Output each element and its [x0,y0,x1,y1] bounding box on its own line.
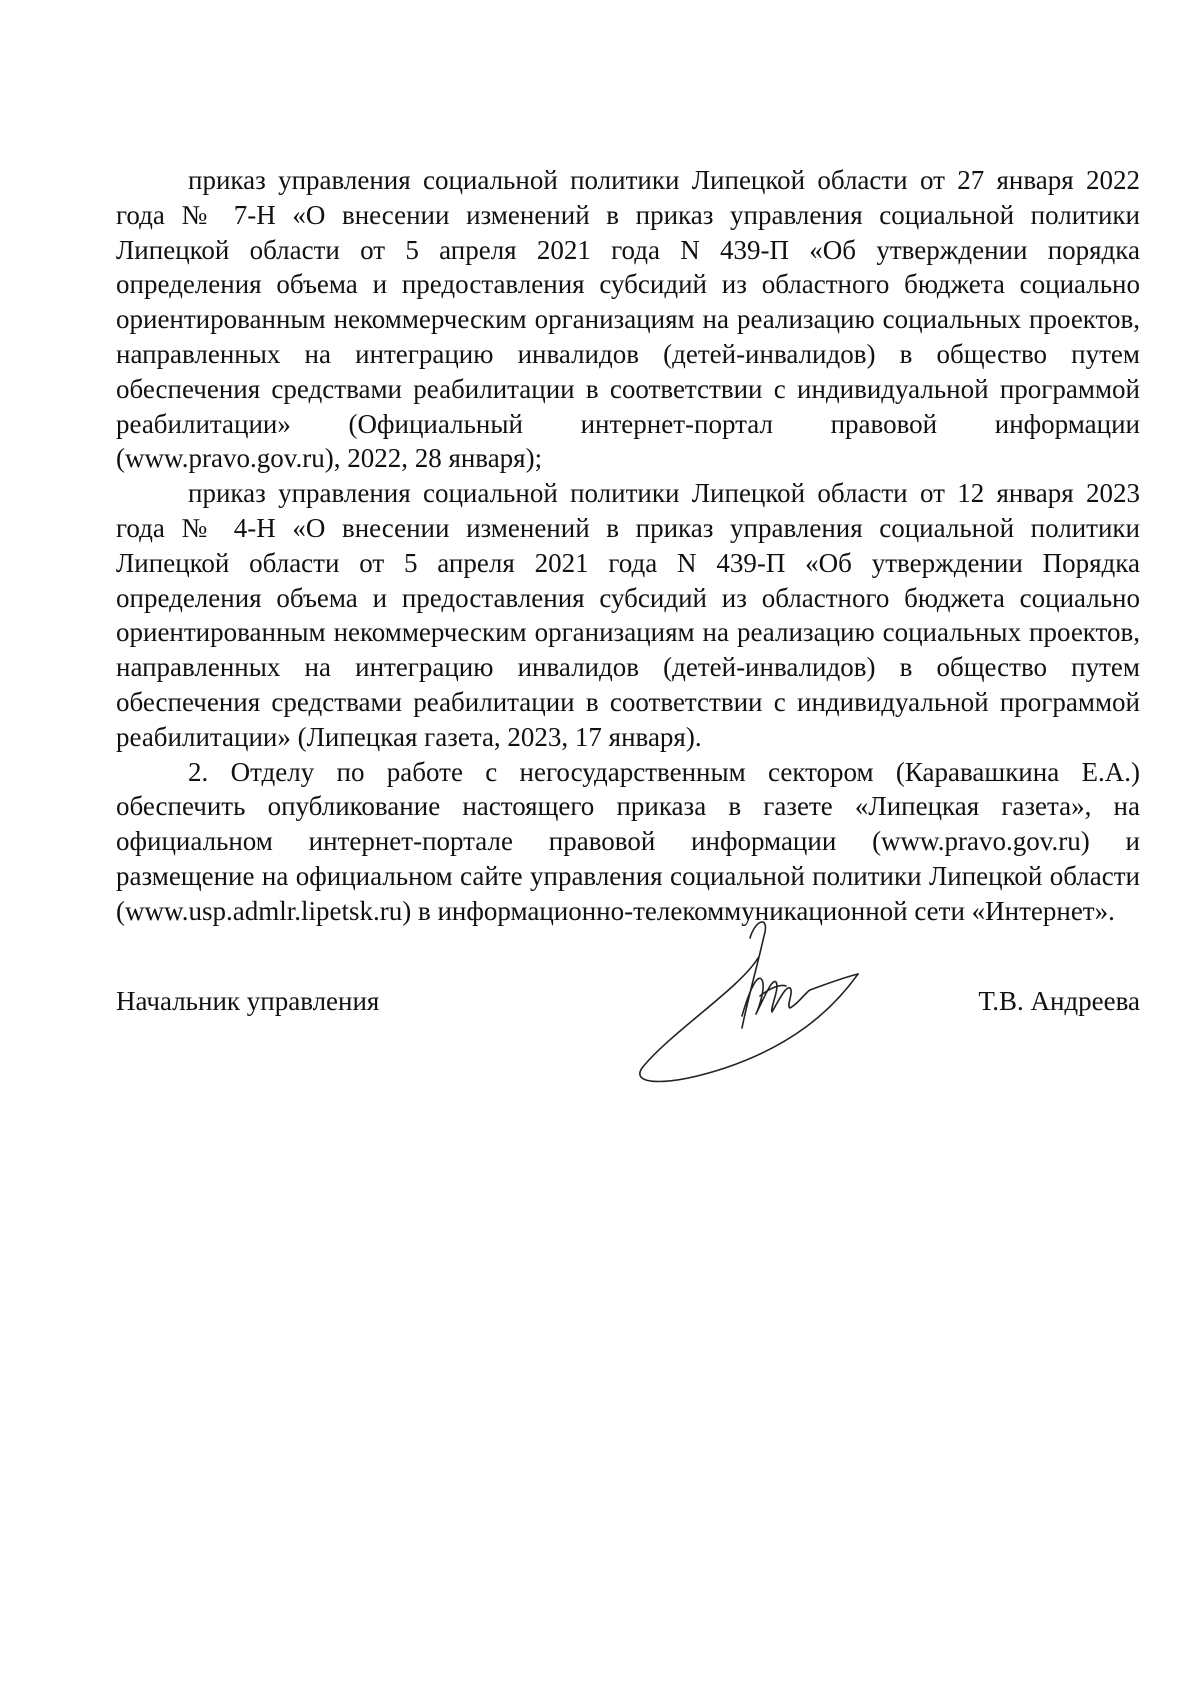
paragraph-order-2023: приказ управления социальной политики Липецкой области от 12 января 2023 года № 4-Н «О внесении изменений в приказ управления социальной политики Липецкой области от 5 апреля 2021 года N 439-П «Об утверждении Порядка определения объема и предоставления субсидий из областного бюджета социально ориентированным некоммерческим организациям на реализацию социальных проектов, направленных на интеграцию инвалидов (детей-инвалидов) в общество путем обеспечения средствами реабилитации в соответствии с индивидуальной программой реабилитации» (Липецкая газета, 2023, 17 января). [116,478,1140,752]
paragraph-publication: 2. Отделу по работе с негосударственным сектором (Каравашкина Е.А.) обеспечить опубликование настоящего приказа в газете «Липецкая газета», на официальном интернет-портале правовой информации (www.pravo.gov.ru) и размещение на официальном сайте управления социальной политики Липецкой области (www.usp.admlr.lipetsk.ru) в информационно-телекоммуникационной сети «Интернет». [116,756,1140,926]
handwritten-signature [630,918,930,1088]
signatory-name: Т.В. Андреева [978,986,1140,1016]
paragraph-order-2022: приказ управления социальной политики Липецкой области от 27 января 2022 года № 7-Н «О внесении изменений в приказ управления социальной политики Липецкой области от 5 апреля 2021 года N 439-П «Об утверждении порядка определения объема и предоставления субсидий из областного бюджета социально ориентированным некоммерческим организациям на реализацию социальных проектов, направленных на интеграцию инвалидов (детей-инвалидов) в общество путем обеспечения средствами реабилитации в соответствии с индивидуальной программой реабилитации» (Официальный интернет-портал правовой информации (www.pravo.gov.ru), 2022, 28 января); [116,165,1140,474]
signatory-title: Начальник управления [116,986,380,1016]
document-body [116,163,1140,929]
